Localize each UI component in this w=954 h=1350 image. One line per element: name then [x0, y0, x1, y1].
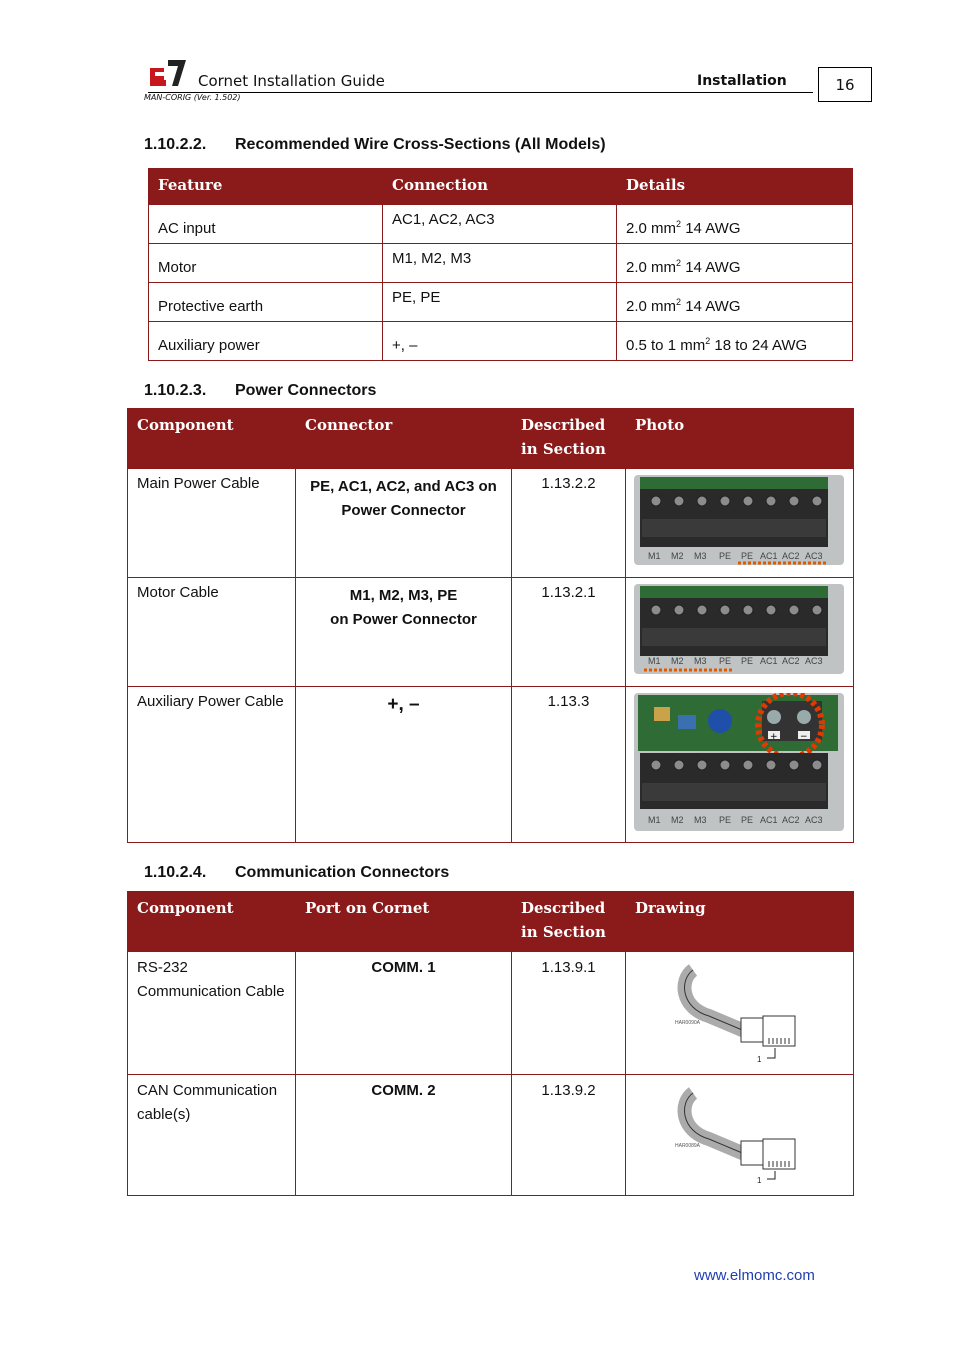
cell-section: 1.13.9.1	[512, 952, 626, 1075]
svg-text:M2: M2	[671, 815, 684, 825]
heading-text: Communication Connectors	[235, 864, 450, 881]
svg-text:M3: M3	[694, 551, 707, 561]
cell-details: 2.0 $mm^2$ 14 AWG	[617, 205, 853, 244]
table-header-row	[149, 169, 853, 205]
svg-text:PE: PE	[719, 656, 732, 666]
document-title: Cornet Installation Guide	[198, 72, 385, 90]
heading-text: Recommended Wire Cross-Sections (All Models)	[235, 136, 606, 153]
cell-drawing	[626, 1075, 854, 1196]
cell-connection: M1, M2, M3	[383, 244, 617, 283]
table-row	[128, 469, 854, 578]
heading-wire-cross-sections	[144, 136, 606, 154]
footer-website-link[interactable]: www.elmomc.com	[694, 1267, 815, 1284]
cell-feature: Auxiliary power	[149, 322, 383, 361]
svg-text:M2: M2	[671, 551, 684, 561]
rj45-cable-drawing	[635, 1081, 845, 1189]
svg-text:AC2: AC2	[782, 815, 800, 825]
cell-connector: PE, AC1, AC2, and AC3 on Power Connector	[296, 469, 512, 578]
cell-connector: M1, M2, M3, PE on Power Connector	[296, 578, 512, 687]
col-header-drawing: Drawing	[626, 892, 854, 952]
table-header-row	[128, 409, 854, 469]
cell-section: 1.13.2.1	[512, 578, 626, 687]
table-header-row	[128, 892, 854, 952]
col-header-connector: Connector	[296, 409, 512, 469]
col-header-section: Described in Section	[512, 409, 626, 469]
heading-number: 1.10.2.3.	[144, 382, 207, 399]
cell-connector: +, –	[296, 687, 512, 843]
wire-table	[148, 168, 853, 361]
col-header-port: Port on Cornet	[296, 892, 512, 952]
svg-text:M3: M3	[694, 656, 707, 666]
table-row	[149, 205, 853, 244]
table-row	[149, 322, 853, 361]
cell-port: COMM. 2	[296, 1075, 512, 1196]
cell-component: CAN Communication cable(s)	[128, 1075, 296, 1196]
svg-text:PE: PE	[719, 815, 732, 825]
cell-section: 1.13.9.2	[512, 1075, 626, 1196]
cell-connection: +, –	[383, 322, 617, 361]
cell-feature: AC input	[149, 205, 383, 244]
svg-text:M1: M1	[648, 551, 661, 561]
svg-text:PE: PE	[741, 656, 754, 666]
svg-text:AC2: AC2	[782, 551, 800, 561]
table-row	[128, 1075, 854, 1196]
svg-text:PE: PE	[741, 815, 754, 825]
cell-photo	[626, 687, 854, 843]
version-label: MAN-CORIG (Ver. 1.502)	[144, 93, 241, 102]
header-rule	[148, 92, 813, 93]
svg-text:AC1: AC1	[760, 656, 778, 666]
heading-number: 1.10.2.2.	[144, 136, 207, 153]
heading-power-connectors	[144, 382, 376, 400]
cell-section: 1.13.2.2	[512, 469, 626, 578]
svg-text:M1: M1	[648, 656, 661, 666]
svg-text:AC3: AC3	[805, 656, 823, 666]
cell-component: Motor Cable	[128, 578, 296, 687]
terminal-block-photo	[634, 584, 844, 674]
svg-text:M2: M2	[671, 656, 684, 666]
col-header-photo: Photo	[626, 409, 854, 469]
heading-text: Power Connectors	[235, 382, 377, 399]
cell-component: RS-232 Communication Cable	[128, 952, 296, 1075]
cell-details: 2.0 $mm^2$ 14 AWG	[617, 244, 853, 283]
cell-component: Main Power Cable	[128, 469, 296, 578]
svg-text:M1: M1	[648, 815, 661, 825]
cell-port: COMM. 1	[296, 952, 512, 1075]
svg-text:AC3: AC3	[805, 815, 823, 825]
svg-text:AC1: AC1	[760, 815, 778, 825]
svg-text:1: 1	[757, 1055, 762, 1064]
svg-text:HAR0089A: HAR0089A	[675, 1143, 701, 1149]
svg-text:AC3: AC3	[805, 551, 823, 561]
table-row	[149, 283, 853, 322]
cell-photo	[626, 469, 854, 578]
table-row	[128, 578, 854, 687]
aux-power-photo	[634, 693, 844, 831]
cell-connection: PE, PE	[383, 283, 617, 322]
cell-component: Auxiliary Power Cable	[128, 687, 296, 843]
terminal-block-photo	[634, 475, 844, 565]
svg-text:HAR0090A: HAR0090A	[675, 1020, 701, 1026]
power-connectors-table	[127, 408, 854, 843]
col-header-component: Component	[128, 409, 296, 469]
col-header-details: Details	[617, 169, 853, 205]
svg-text:PE: PE	[719, 551, 732, 561]
cell-connection: AC1, AC2, AC3	[383, 205, 617, 244]
svg-text:PE: PE	[741, 551, 754, 561]
cell-section: 1.13.3	[512, 687, 626, 843]
page-number: 16	[818, 67, 872, 102]
svg-text:+: +	[770, 732, 778, 742]
cell-feature: Protective earth	[149, 283, 383, 322]
svg-text:AC1: AC1	[760, 551, 778, 561]
cell-photo	[626, 578, 854, 687]
table-row	[128, 687, 854, 843]
table-row	[149, 244, 853, 283]
col-header-connection: Connection	[383, 169, 617, 205]
svg-text:−: −	[800, 732, 808, 742]
cell-feature: Motor	[149, 244, 383, 283]
cell-details: 0.5 to 1 $mm^2$ 18 to 24 AWG	[617, 322, 853, 361]
col-header-section: Described in Section	[512, 892, 626, 952]
heading-communication-connectors	[144, 864, 449, 882]
svg-text:M3: M3	[694, 815, 707, 825]
col-header-component: Component	[128, 892, 296, 952]
elmo-logo	[148, 58, 188, 88]
rj45-cable-drawing	[635, 958, 845, 1068]
table-row	[128, 952, 854, 1075]
svg-text:1: 1	[757, 1176, 762, 1185]
cell-drawing	[626, 952, 854, 1075]
communication-connectors-table	[127, 891, 854, 1196]
col-header-feature: Feature	[149, 169, 383, 205]
cell-details: 2.0 $mm^2$ 14 AWG	[617, 283, 853, 322]
heading-number: 1.10.2.4.	[144, 864, 207, 881]
section-title: Installation	[697, 73, 787, 89]
svg-text:AC2: AC2	[782, 656, 800, 666]
